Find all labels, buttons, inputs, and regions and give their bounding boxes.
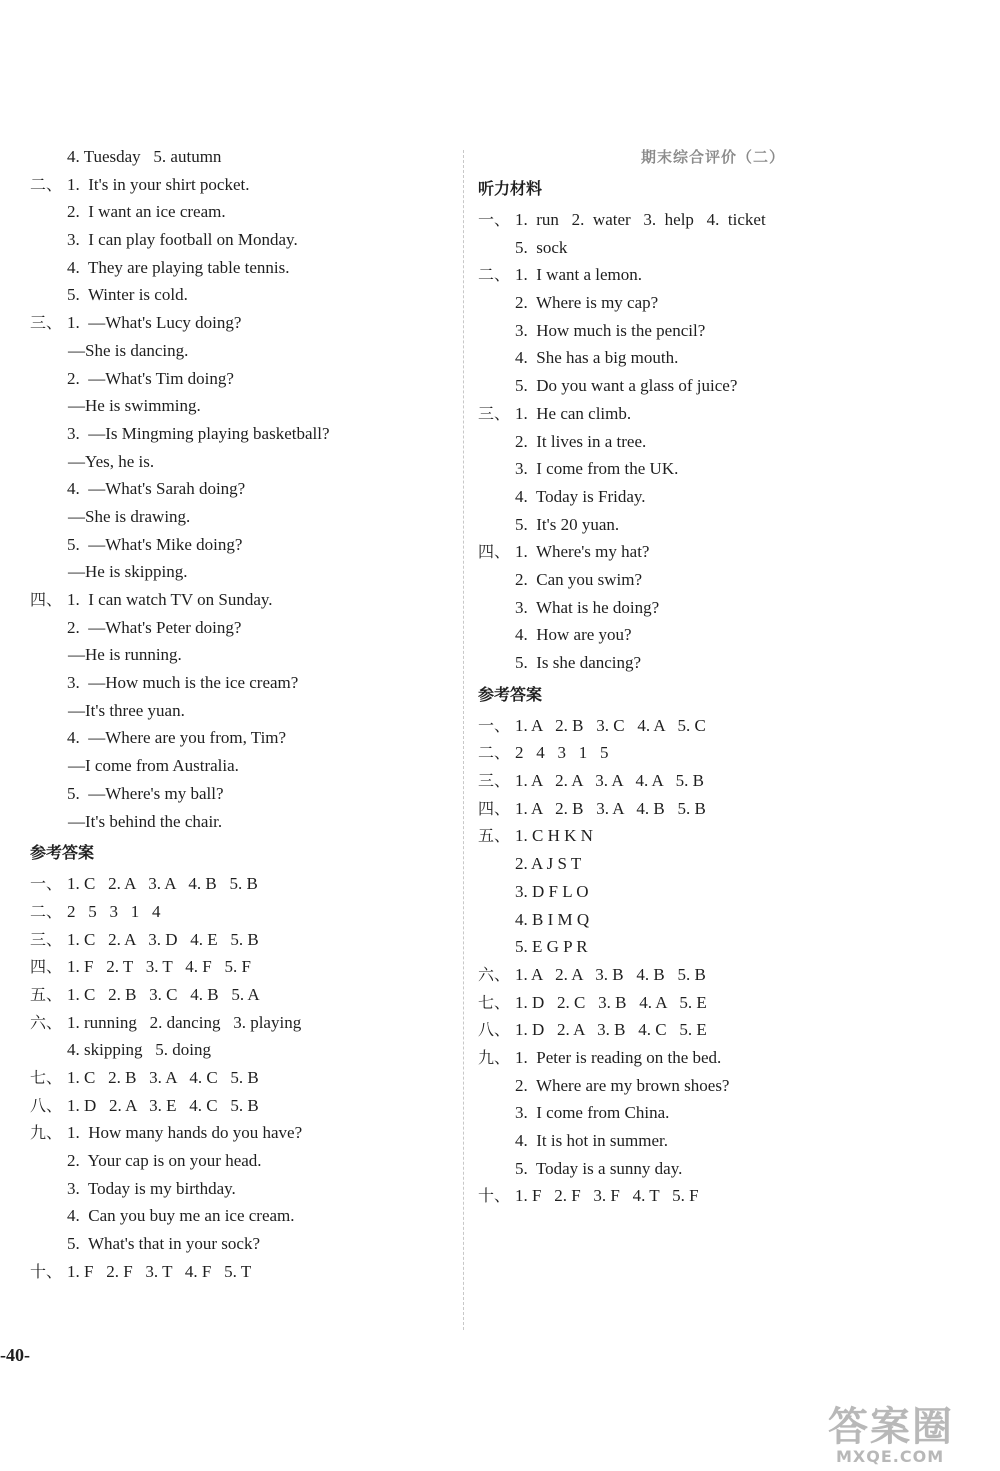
answer-line bbox=[30, 926, 450, 954]
answer-line bbox=[478, 795, 948, 823]
answer-line bbox=[30, 1119, 450, 1147]
answer-line bbox=[30, 420, 450, 448]
question-number: 八、 bbox=[30, 1095, 63, 1115]
line-text: 1. He can climb. bbox=[515, 403, 632, 423]
line-text: 1. —What's Lucy doing? bbox=[67, 313, 242, 333]
line-text: 1. A 2. A 3. A 4. A 5. B bbox=[515, 771, 704, 791]
line-text: 1. How many hands do you have? bbox=[67, 1123, 303, 1143]
question-number: 一、 bbox=[478, 210, 511, 229]
answer-line bbox=[30, 448, 450, 476]
question-number: 四、 bbox=[478, 542, 511, 562]
answer-line bbox=[30, 171, 450, 199]
answer-line bbox=[478, 344, 948, 372]
watermark-logo bbox=[828, 1395, 988, 1467]
line-text: 2. Where is my cap? bbox=[515, 293, 659, 313]
heading-text: 参考答案 bbox=[478, 684, 543, 704]
question-number: 四、 bbox=[478, 798, 511, 818]
answer-line bbox=[478, 594, 948, 622]
answer-line bbox=[478, 261, 948, 289]
line-text: 2. It lives in a tree. bbox=[515, 431, 647, 451]
question-number: 二、 bbox=[478, 265, 511, 285]
answer-line bbox=[30, 254, 450, 282]
answer-line bbox=[478, 1099, 948, 1127]
answer-line bbox=[30, 531, 450, 559]
right-column bbox=[478, 143, 948, 1210]
question-number: 八、 bbox=[478, 1020, 511, 1040]
question-number: 五、 bbox=[30, 984, 63, 1004]
question-number: 三、 bbox=[30, 929, 63, 949]
answer-line bbox=[30, 898, 450, 926]
answer-line bbox=[478, 206, 948, 234]
answer-line bbox=[478, 234, 948, 262]
answer-line bbox=[30, 724, 450, 752]
line-text: 1. I can watch TV on Sunday. bbox=[67, 590, 273, 609]
question-number: 三、 bbox=[478, 403, 511, 423]
answer-line bbox=[478, 712, 948, 740]
line-text: 2 4 3 1 5 bbox=[515, 743, 609, 763]
answer-line bbox=[478, 933, 948, 961]
question-number: 一、 bbox=[478, 715, 511, 735]
line-text: 1. C H K N bbox=[515, 826, 593, 846]
line-text: —He is skipping. bbox=[68, 562, 188, 582]
answer-line bbox=[478, 372, 948, 400]
line-text: 1. A 2. B 3. C 4. A 5. C bbox=[515, 715, 706, 735]
answer-line bbox=[30, 198, 450, 226]
line-text: 4. They are playing table tennis. bbox=[67, 257, 290, 277]
section-heading bbox=[478, 677, 948, 712]
line-text: 1. Where's my hat? bbox=[515, 542, 650, 562]
answer-line bbox=[30, 808, 450, 836]
answer-line bbox=[30, 558, 450, 586]
answer-line bbox=[30, 981, 450, 1009]
section-title: 期末综合评价（二） bbox=[640, 148, 785, 166]
question-number: 三、 bbox=[478, 771, 511, 791]
question-number: 七、 bbox=[478, 992, 511, 1012]
line-text: 5. It's 20 yuan. bbox=[515, 514, 620, 534]
line-text: 4. B I M Q bbox=[515, 909, 590, 929]
line-text: 2 5 3 1 4 bbox=[67, 901, 161, 921]
line-text: 2. —What's Peter doing? bbox=[67, 617, 242, 637]
question-number: 二、 bbox=[478, 743, 511, 763]
line-text: 4. She has a big mouth. bbox=[515, 348, 679, 368]
line-text: 1. A 2. A 3. B 4. B 5. B bbox=[515, 964, 706, 984]
answer-line bbox=[30, 1230, 450, 1258]
question-number: 十、 bbox=[30, 1261, 63, 1281]
line-text: 2. I want an ice cream. bbox=[67, 202, 226, 222]
line-text: 5. Do you want a glass of juice? bbox=[515, 376, 738, 396]
line-text: 3. Today is my birthday. bbox=[67, 1178, 236, 1198]
answer-line bbox=[478, 289, 948, 317]
line-text: 1. F 2. T 3. T 4. F 5. F bbox=[67, 957, 251, 977]
answer-line bbox=[478, 850, 948, 878]
line-text: 1. I want a lemon. bbox=[515, 265, 642, 285]
line-text: 1. C 2. A 3. D 4. E 5. B bbox=[67, 929, 259, 949]
answer-line bbox=[30, 503, 450, 531]
answer-line bbox=[478, 1072, 948, 1100]
line-text: 4. —Where are you from, Tim? bbox=[67, 728, 287, 748]
answer-line bbox=[30, 1175, 450, 1203]
line-text: 2. Can you swim? bbox=[515, 569, 643, 589]
answer-line bbox=[478, 1044, 948, 1072]
answer-line bbox=[30, 586, 450, 614]
answer-line bbox=[478, 317, 948, 345]
line-text: 4. skipping 5. doing bbox=[67, 1040, 212, 1060]
answer-line bbox=[30, 1147, 450, 1175]
line-text: 4. Tuesday 5. autumn bbox=[67, 147, 222, 166]
line-text: —Yes, he is. bbox=[68, 451, 155, 471]
answer-line bbox=[30, 1064, 450, 1092]
question-number: 四、 bbox=[30, 590, 63, 609]
answer-line bbox=[30, 1258, 450, 1286]
answer-line bbox=[30, 365, 450, 393]
line-text: 1. A 2. B 3. A 4. B 5. B bbox=[515, 798, 706, 818]
answer-line bbox=[30, 870, 450, 898]
answer-line bbox=[30, 475, 450, 503]
section-heading bbox=[478, 171, 948, 206]
line-text: 3. What is he doing? bbox=[515, 597, 660, 617]
line-text: 2. —What's Tim doing? bbox=[67, 368, 234, 388]
answer-line bbox=[478, 822, 948, 850]
answer-line bbox=[30, 752, 450, 780]
question-number: 二、 bbox=[30, 174, 63, 194]
answer-line bbox=[30, 1009, 450, 1037]
line-text: 1. F 2. F 3. T 4. F 5. T bbox=[67, 1261, 252, 1281]
line-text: 5. E G P R bbox=[515, 937, 588, 957]
line-text: —She is dancing. bbox=[68, 340, 189, 360]
answer-line bbox=[30, 1036, 450, 1064]
left-column bbox=[30, 143, 450, 1286]
line-text: 1. D 2. A 3. B 4. C 5. E bbox=[515, 1020, 707, 1040]
question-number: 二、 bbox=[30, 901, 63, 921]
answer-line bbox=[30, 614, 450, 642]
column-divider bbox=[463, 150, 465, 1330]
answer-line bbox=[478, 428, 948, 456]
answer-line bbox=[30, 143, 450, 171]
line-text: 5. Today is a sunny day. bbox=[515, 1158, 683, 1178]
line-text: 4. It is hot in summer. bbox=[515, 1131, 668, 1150]
answer-line bbox=[478, 483, 948, 511]
watermark-logo-text: 答案圈 bbox=[828, 1404, 954, 1450]
line-text: —She is drawing. bbox=[68, 506, 191, 526]
page-number: -40- bbox=[0, 1345, 30, 1365]
line-text: 4. Can you buy me an ice cream. bbox=[67, 1206, 295, 1226]
question-number: 六、 bbox=[478, 964, 511, 984]
answer-line bbox=[30, 337, 450, 365]
line-text: —He is swimming. bbox=[68, 396, 201, 416]
answer-line bbox=[478, 1016, 948, 1044]
heading-text: 听力材料 bbox=[478, 179, 543, 198]
line-text: 4. Today is Friday. bbox=[515, 486, 646, 506]
line-text: 3. I come from China. bbox=[515, 1103, 670, 1123]
heading-text: 参考答案 bbox=[30, 843, 95, 863]
question-number: 五、 bbox=[478, 826, 511, 846]
answer-line bbox=[478, 767, 948, 795]
answer-line bbox=[30, 392, 450, 420]
question-number: 三、 bbox=[30, 313, 63, 333]
line-text: 2. Where are my brown shoes? bbox=[515, 1075, 730, 1095]
section-heading bbox=[30, 835, 450, 870]
line-text: 3. I can play football on Monday. bbox=[67, 230, 298, 250]
question-number: 六、 bbox=[30, 1012, 63, 1032]
answer-line bbox=[30, 641, 450, 669]
line-text: 4. —What's Sarah doing? bbox=[67, 479, 246, 499]
answer-line bbox=[478, 878, 948, 906]
question-number: 十、 bbox=[478, 1186, 511, 1206]
line-text: 5. Is she dancing? bbox=[515, 653, 642, 672]
answer-line bbox=[478, 649, 948, 677]
line-text: 1. running 2. dancing 3. playing bbox=[67, 1012, 302, 1032]
answer-line bbox=[30, 1092, 450, 1120]
answer-line bbox=[30, 780, 450, 808]
line-text: 3. How much is the pencil? bbox=[515, 320, 706, 340]
answer-line bbox=[478, 621, 948, 649]
question-number: 一、 bbox=[30, 874, 63, 894]
answer-line bbox=[30, 953, 450, 981]
answer-line bbox=[478, 511, 948, 539]
line-text: 5. Winter is cold. bbox=[67, 285, 188, 305]
line-text: 5. —What's Mike doing? bbox=[67, 534, 243, 554]
line-text: 1. C 2. A 3. A 4. B 5. B bbox=[67, 874, 258, 894]
line-text: 1. C 2. B 3. A 4. C 5. B bbox=[67, 1068, 259, 1087]
answer-line bbox=[30, 309, 450, 337]
answer-line bbox=[478, 400, 948, 428]
answer-line bbox=[478, 906, 948, 934]
line-text: —It's behind the chair. bbox=[68, 811, 223, 831]
line-text: —I come from Australia. bbox=[68, 756, 239, 776]
line-text: 1. run 2. water 3. help 4. ticket bbox=[515, 210, 766, 229]
answer-line bbox=[30, 1202, 450, 1230]
line-text: 5. —Where's my ball? bbox=[67, 783, 224, 803]
line-text: 1. C 2. B 3. C 4. B 5. A bbox=[67, 984, 260, 1004]
question-number: 九、 bbox=[30, 1123, 63, 1143]
line-text: —It's three yuan. bbox=[68, 700, 185, 720]
answer-line bbox=[478, 455, 948, 483]
watermark-site: MXQE.COM bbox=[836, 1447, 945, 1466]
line-text: —He is running. bbox=[68, 645, 182, 665]
line-text: 1. D 2. A 3. E 4. C 5. B bbox=[67, 1095, 259, 1115]
answer-line bbox=[478, 739, 948, 767]
answer-line bbox=[478, 566, 948, 594]
line-text: 2. Your cap is on your head. bbox=[67, 1151, 262, 1171]
question-number: 九、 bbox=[478, 1047, 511, 1067]
answer-line bbox=[478, 989, 948, 1017]
question-number: 四、 bbox=[30, 957, 63, 977]
answer-line bbox=[30, 281, 450, 309]
line-text: 2. A J S T bbox=[515, 854, 582, 874]
answer-line bbox=[478, 538, 948, 566]
question-number: 七、 bbox=[30, 1068, 63, 1087]
answer-line bbox=[30, 226, 450, 254]
answer-line bbox=[30, 697, 450, 725]
line-text: 3. —How much is the ice cream? bbox=[67, 673, 299, 693]
line-text: 5. sock bbox=[515, 237, 568, 257]
answer-line bbox=[478, 1127, 948, 1155]
answer-line bbox=[30, 669, 450, 697]
line-text: 3. —Is Mingming playing basketball? bbox=[67, 423, 330, 443]
line-text: 4. How are you? bbox=[515, 625, 632, 645]
answer-line bbox=[478, 1155, 948, 1183]
line-text: 3. D F L O bbox=[515, 881, 589, 901]
answer-line bbox=[478, 961, 948, 989]
line-text: 1. Peter is reading on the bed. bbox=[515, 1047, 722, 1067]
answer-line bbox=[478, 1182, 948, 1210]
line-text: 1. D 2. C 3. B 4. A 5. E bbox=[515, 992, 707, 1012]
line-text: 1. It's in your shirt pocket. bbox=[67, 174, 250, 194]
line-text: 1. F 2. F 3. F 4. T 5. F bbox=[515, 1186, 699, 1206]
line-text: 5. What's that in your sock? bbox=[67, 1234, 261, 1254]
line-text: 3. I come from the UK. bbox=[515, 459, 679, 479]
